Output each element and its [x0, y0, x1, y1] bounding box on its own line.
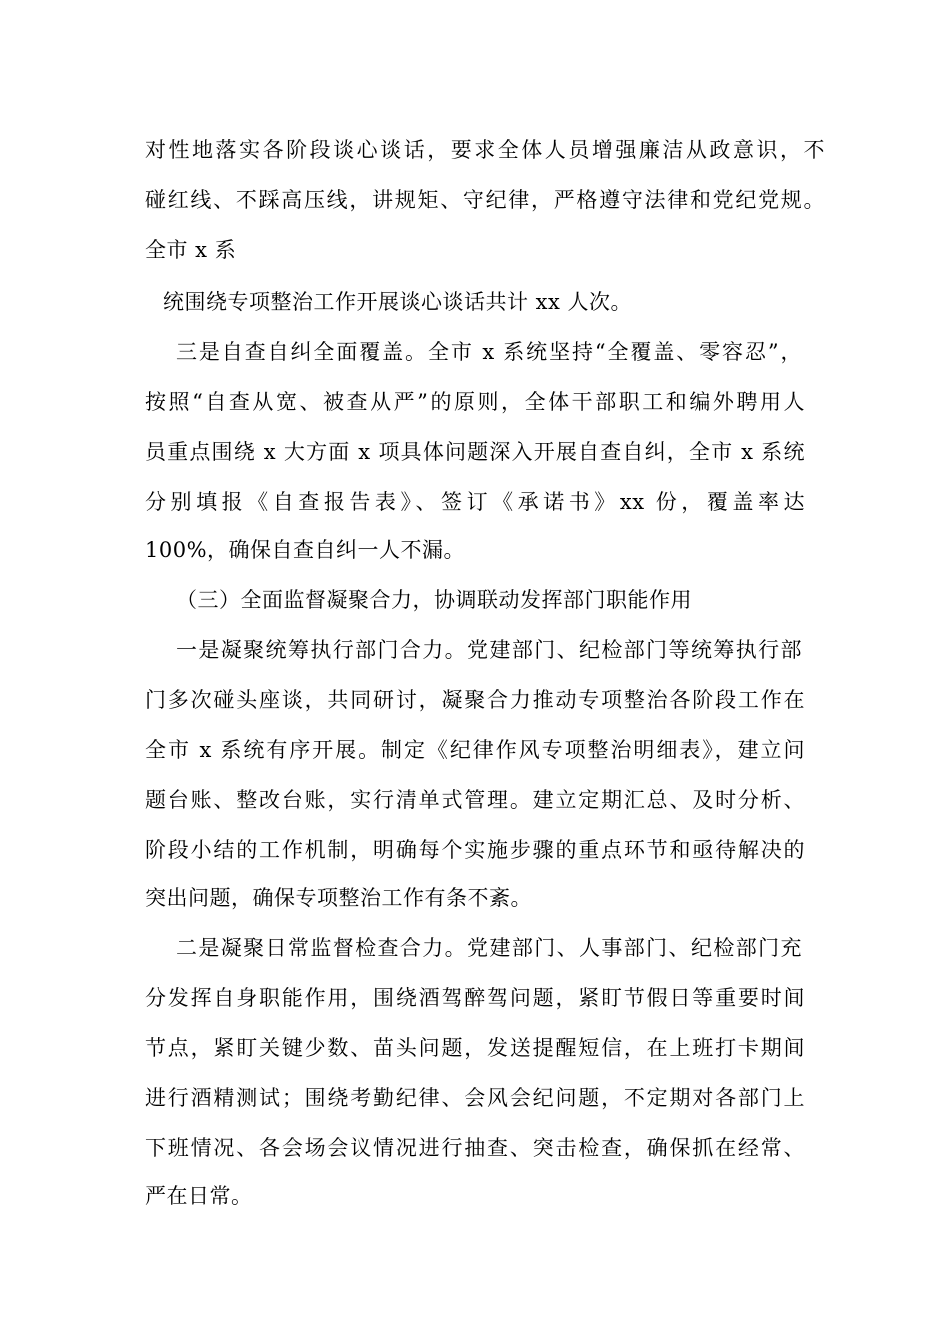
text-line: 对性地落实各阶段谈心谈话，要求全体人员增强廉洁从政意识，不	[145, 138, 825, 162]
text-line: 全市 x 系	[145, 238, 237, 262]
text-line: 按照“自查从宽、被查从严”的原则，全体干部职工和编外聘用人	[145, 390, 805, 414]
text-line: 碰红线、不踩高压线，讲规矩、守纪律，严格遵守法律和党纪党规。	[145, 188, 825, 212]
text-line: 100%，确保自查自纠一人不漏。	[145, 538, 466, 562]
text-line: 分发挥自身职能作用，围绕酒驾醉驾问题，紧盯节假日等重要时间	[145, 986, 805, 1010]
text-line: 一是凝聚统筹执行部门合力。党建部门、纪检部门等统筹执行部	[176, 638, 802, 662]
text-line: 统围绕专项整治工作开展谈心谈话共计 xx 人次。	[163, 290, 633, 314]
text-line: 分别填报《自查报告表》、签订《承诺书》xx 份，覆盖率达	[145, 490, 805, 514]
text-line: 全市 x 系统有序开展。制定《纪律作风专项整治明细表》，建立问	[145, 738, 805, 762]
section-heading: （三）全面监督凝聚合力，协调联动发挥部门职能作用	[176, 588, 692, 612]
text-line: 二是凝聚日常监督检查合力。党建部门、人事部门、纪检部门充	[176, 936, 802, 960]
text-line: 员重点围绕 x 大方面 x 项具体问题深入开展自查自纠，全市 x 系统	[145, 440, 805, 464]
text-line: 下班情况、各会场会议情况进行抽查、突击检查，确保抓在经常、	[145, 1136, 805, 1160]
text-line: 题台账、整改台账，实行清单式管理。建立定期汇总、及时分析、	[145, 788, 805, 812]
text-line: 节点，紧盯关键少数、苗头问题，发送提醒短信，在上班打卡期间	[145, 1036, 805, 1060]
text-line: 阶段小结的工作机制，明确每个实施步骤的重点环节和亟待解决的	[145, 838, 805, 862]
text-line: 门多次碰头座谈，共同研讨，凝聚合力推动专项整治各阶段工作在	[145, 688, 805, 712]
text-line: 严在日常。	[145, 1184, 253, 1208]
text-line: 进行酒精测试；围绕考勤纪律、会风会纪问题，不定期对各部门上	[145, 1086, 805, 1110]
text-line: 三是自查自纠全面覆盖。全市 x 系统坚持“全覆盖、零容忍”，	[176, 340, 802, 364]
text-line: 突出问题，确保专项整治工作有条不紊。	[145, 886, 532, 910]
